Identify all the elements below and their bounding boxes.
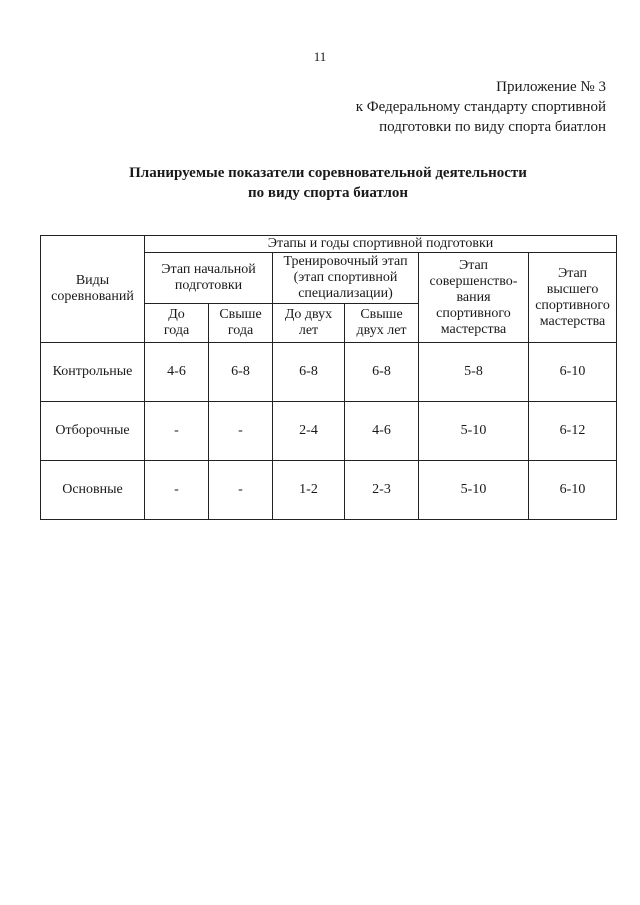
header-text: двух лет xyxy=(356,323,407,338)
header-text: специализации) xyxy=(298,286,393,301)
improvement-stage-header xyxy=(419,253,529,343)
header-text: Этап xyxy=(458,257,489,273)
header-text: Виды xyxy=(75,273,110,288)
table-cell: 4-6 xyxy=(345,402,419,461)
table-cell: - xyxy=(209,461,273,520)
initial-over-year-header xyxy=(209,304,273,343)
appendix-note xyxy=(356,77,606,137)
table-cell: 6-10 xyxy=(529,461,617,520)
table-cell: 2-3 xyxy=(345,461,419,520)
header-text: лет xyxy=(298,323,319,338)
header-text: вания xyxy=(456,289,491,305)
table-cell: 6-8 xyxy=(345,343,419,402)
appendix-line: Приложение № 3 xyxy=(496,79,606,95)
header-text: года xyxy=(227,323,254,338)
table-cell: 6-8 xyxy=(209,343,273,402)
header-text: года xyxy=(163,323,190,338)
table-cell: 6-8 xyxy=(273,343,345,402)
header-text: высшего xyxy=(546,281,599,297)
title-line: по виду спорта биатлон xyxy=(247,185,409,201)
appendix-line: к Федеральному стандарту спортивной xyxy=(355,99,606,115)
table-cell: - xyxy=(209,402,273,461)
row-label: Отборочные xyxy=(41,402,145,461)
table-cell: 5-10 xyxy=(419,402,529,461)
training-up-to-two-years-header xyxy=(273,304,345,343)
header-text: Этап начальной xyxy=(161,262,256,277)
header-text: соревнований xyxy=(51,289,134,304)
competition-types-header xyxy=(41,236,145,343)
header-text: Тренировочный этап xyxy=(283,254,408,269)
table-cell: 5-10 xyxy=(419,461,529,520)
document-title xyxy=(0,163,640,203)
highest-stage-header xyxy=(529,253,617,343)
header-text: Этап xyxy=(557,265,588,281)
stages-header: Этапы и годы спортивной подготовки xyxy=(145,236,617,253)
title-line: Планируемые показатели соревновательной деятельности xyxy=(129,165,527,181)
row-label: Контрольные xyxy=(41,343,145,402)
header-text: (этап спортивной xyxy=(293,270,398,285)
row-label: Основные xyxy=(41,461,145,520)
header-text: Свыше xyxy=(360,307,403,322)
header-text: мастерства xyxy=(539,313,606,329)
header-text: мастерства xyxy=(440,321,507,337)
table-cell: 6-12 xyxy=(529,402,617,461)
table-row xyxy=(41,343,617,402)
header-row xyxy=(41,236,617,253)
header-text: совершенство- xyxy=(429,273,518,289)
page-number: 11 xyxy=(313,49,327,64)
header-text: До xyxy=(168,307,185,322)
appendix-line: подготовки по виду спорта биатлон xyxy=(379,119,606,135)
initial-stage-header xyxy=(145,253,273,304)
header-text: спортивного xyxy=(436,305,511,321)
competition-metrics-table xyxy=(40,235,617,520)
table-cell: 4-6 xyxy=(145,343,209,402)
header-text: До двух xyxy=(284,307,333,322)
header-text: Свыше xyxy=(219,307,262,322)
training-over-two-years-header xyxy=(345,304,419,343)
header-text: подготовки xyxy=(174,278,243,293)
header-text: спортивного xyxy=(535,297,610,313)
table-cell: 2-4 xyxy=(273,402,345,461)
table-cell: - xyxy=(145,402,209,461)
table-cell: - xyxy=(145,461,209,520)
table-row xyxy=(41,461,617,520)
initial-up-to-year-header xyxy=(145,304,209,343)
training-stage-header xyxy=(273,253,419,304)
table-cell: 1-2 xyxy=(273,461,345,520)
table-cell: 6-10 xyxy=(529,343,617,402)
table-cell: 5-8 xyxy=(419,343,529,402)
table-row xyxy=(41,402,617,461)
